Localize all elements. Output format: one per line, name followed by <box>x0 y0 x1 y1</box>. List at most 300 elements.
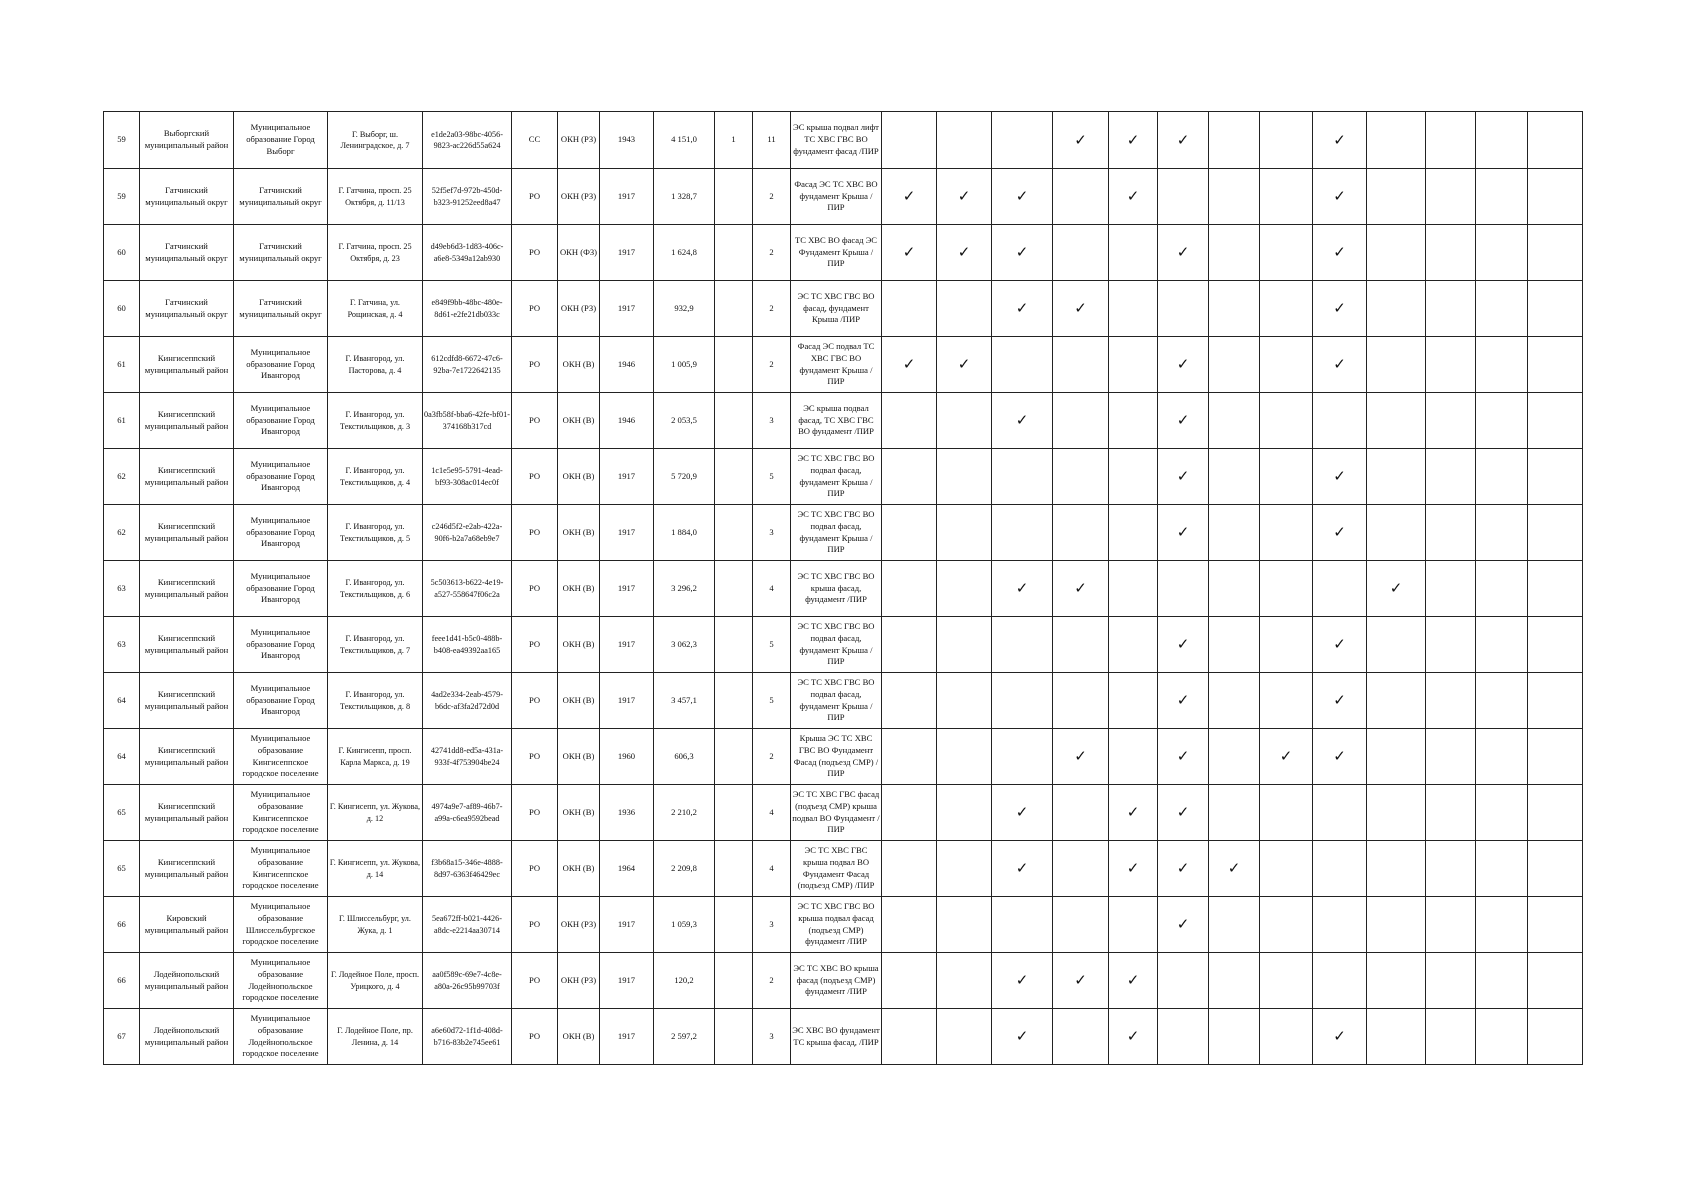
work-check-cell <box>937 169 992 225</box>
build-year-cell: 1917 <box>600 281 654 337</box>
check-mark-icon: ✓ <box>1227 859 1241 877</box>
work-check-cell <box>1158 337 1209 393</box>
guid-cell: 0a3fb58f-bba6-42fe-bf01-374168b317cd <box>423 393 512 449</box>
area-cell: 932,9 <box>654 281 715 337</box>
work-check-cell <box>1209 897 1260 953</box>
housing-repair-table-page <box>103 111 1583 1064</box>
column-12-cell: 2 <box>753 169 791 225</box>
work-check-cell <box>1528 953 1583 1009</box>
okn-status-cell: ОКН (В) <box>558 505 600 561</box>
ownership-type-cell: РО <box>512 841 558 897</box>
work-check-cell <box>1528 393 1583 449</box>
work-check-cell <box>1528 729 1583 785</box>
work-check-cell <box>1158 505 1209 561</box>
work-check-cell <box>1109 729 1158 785</box>
work-check-cell <box>1313 225 1367 281</box>
work-check-cell <box>1367 337 1426 393</box>
work-check-cell <box>1109 337 1158 393</box>
district-cell: Кингисеппский муниципальный район <box>140 449 234 505</box>
work-check-cell <box>1209 729 1260 785</box>
okn-status-cell: ОКН (В) <box>558 561 600 617</box>
work-check-cell <box>1109 953 1158 1009</box>
works-list-cell: ЭС ТС ХВС ГВС ВО подвал фасад, фундамент Крыша /ПИР <box>791 449 882 505</box>
table-row <box>104 729 1583 785</box>
row-number: 62 <box>104 505 140 561</box>
work-check-cell <box>1209 785 1260 841</box>
work-check-cell <box>1476 337 1528 393</box>
table-row <box>104 169 1583 225</box>
row-number: 64 <box>104 673 140 729</box>
column-12-cell: 3 <box>753 897 791 953</box>
work-check-cell <box>1260 673 1313 729</box>
okn-status-cell: ОКН (В) <box>558 673 600 729</box>
work-check-cell <box>1158 393 1209 449</box>
work-check-cell <box>1528 841 1583 897</box>
work-check-cell <box>882 729 937 785</box>
table-row <box>104 393 1583 449</box>
work-check-cell <box>1109 561 1158 617</box>
work-check-cell <box>1260 729 1313 785</box>
ownership-type-cell: РО <box>512 449 558 505</box>
work-check-cell <box>1426 225 1476 281</box>
table-row <box>104 617 1583 673</box>
guid-cell: d49eb6d3-1d83-406c-a6e8-5349a12ab930 <box>423 225 512 281</box>
work-check-cell <box>1426 841 1476 897</box>
work-check-cell <box>937 841 992 897</box>
column-11-cell <box>715 393 753 449</box>
build-year-cell: 1917 <box>600 897 654 953</box>
work-check-cell <box>1209 505 1260 561</box>
work-check-cell <box>1109 225 1158 281</box>
address-cell: Г. Ивангород, ул. Текстильщиков, д. 7 <box>328 617 423 673</box>
work-check-cell <box>1109 505 1158 561</box>
area-cell: 3 062,3 <box>654 617 715 673</box>
work-check-cell <box>1109 393 1158 449</box>
work-check-cell <box>882 785 937 841</box>
area-cell: 1 624,8 <box>654 225 715 281</box>
okn-status-cell: ОКН (В) <box>558 337 600 393</box>
work-check-cell <box>1528 673 1583 729</box>
okn-status-cell: ОКН (РЗ) <box>558 169 600 225</box>
work-check-cell <box>1476 281 1528 337</box>
municipality-cell: Гатчинский муниципальный округ <box>234 169 328 225</box>
work-check-cell <box>1313 449 1367 505</box>
municipality-cell: Муниципальное образование Город Выборг <box>234 112 328 169</box>
ownership-type-cell: РО <box>512 337 558 393</box>
column-12-cell: 2 <box>753 281 791 337</box>
address-cell: Г. Гатчина, ул. Рощинская, д. 4 <box>328 281 423 337</box>
column-11-cell: 1 <box>715 112 753 169</box>
check-mark-icon: ✓ <box>1126 187 1140 205</box>
work-check-cell <box>1367 561 1426 617</box>
work-check-cell <box>937 729 992 785</box>
build-year-cell: 1917 <box>600 169 654 225</box>
work-check-cell <box>1528 225 1583 281</box>
work-check-cell <box>1053 225 1109 281</box>
work-check-cell <box>882 1009 937 1065</box>
work-check-cell <box>1158 1009 1209 1065</box>
work-check-cell <box>882 617 937 673</box>
work-check-cell <box>1476 729 1528 785</box>
column-11-cell <box>715 785 753 841</box>
work-check-cell <box>1158 561 1209 617</box>
guid-cell: 4ad2e334-2eab-4579-b6dc-af3fa2d72d0d <box>423 673 512 729</box>
work-check-cell <box>1053 337 1109 393</box>
check-mark-icon: ✓ <box>957 243 971 261</box>
work-check-cell <box>882 953 937 1009</box>
work-check-cell <box>1260 561 1313 617</box>
work-check-cell <box>1109 1009 1158 1065</box>
work-check-cell <box>937 505 992 561</box>
work-check-cell <box>1313 897 1367 953</box>
work-check-cell <box>937 1009 992 1065</box>
works-list-cell: ЭС ТС ХВС ГВС ВО крыша фасад, фундамент /ПИР <box>791 561 882 617</box>
build-year-cell: 1917 <box>600 449 654 505</box>
address-cell: Г. Шлиссельбург, ул. Жука, д. 1 <box>328 897 423 953</box>
work-check-cell <box>992 673 1053 729</box>
works-list-cell: ЭС крыша подвал фасад, ТС ХВС ГВС ВО фундамент /ПИР <box>791 393 882 449</box>
work-check-cell <box>992 897 1053 953</box>
check-mark-icon: ✓ <box>1333 523 1346 541</box>
column-12-cell: 4 <box>753 561 791 617</box>
column-11-cell <box>715 1009 753 1065</box>
check-mark-icon: ✓ <box>1074 579 1087 597</box>
work-check-cell <box>1426 1009 1476 1065</box>
municipality-cell: Муниципальное образование Шлиссельбургское городское поселение <box>234 897 328 953</box>
area-cell: 2 210,2 <box>654 785 715 841</box>
work-check-cell <box>1426 505 1476 561</box>
column-12-cell: 5 <box>753 673 791 729</box>
check-mark-icon: ✓ <box>1015 803 1029 821</box>
column-11-cell <box>715 617 753 673</box>
build-year-cell: 1946 <box>600 337 654 393</box>
table-row <box>104 505 1583 561</box>
district-cell: Лодейнопольский муниципальный район <box>140 953 234 1009</box>
work-check-cell <box>1313 785 1367 841</box>
guid-cell: 42741dd8-ed5a-431a-933f-4f753904be24 <box>423 729 512 785</box>
work-check-cell <box>1053 281 1109 337</box>
check-mark-icon: ✓ <box>902 355 916 373</box>
column-11-cell <box>715 897 753 953</box>
check-mark-icon: ✓ <box>1176 915 1190 933</box>
guid-cell: f3b68a15-346e-4888-8d97-6363f46429ec <box>423 841 512 897</box>
row-number: 60 <box>104 225 140 281</box>
row-number: 65 <box>104 841 140 897</box>
work-check-cell <box>1313 505 1367 561</box>
ownership-type-cell: РО <box>512 897 558 953</box>
row-number: 59 <box>104 112 140 169</box>
check-mark-icon: ✓ <box>1176 243 1190 261</box>
work-check-cell <box>1158 673 1209 729</box>
work-check-cell <box>1260 897 1313 953</box>
work-check-cell <box>1313 112 1367 169</box>
column-11-cell <box>715 505 753 561</box>
work-check-cell <box>1053 729 1109 785</box>
work-check-cell <box>1209 841 1260 897</box>
work-check-cell <box>882 393 937 449</box>
work-check-cell <box>1109 169 1158 225</box>
check-mark-icon: ✓ <box>902 243 916 261</box>
municipality-cell: Гатчинский муниципальный округ <box>234 281 328 337</box>
works-list-cell: ЭС ТС ХВС ГВС крыша подвал ВО Фундамент Фасад (подъезд СМР) /ПИР <box>791 841 882 897</box>
work-check-cell <box>992 729 1053 785</box>
municipality-cell: Муниципальное образование Город Ивангород <box>234 449 328 505</box>
guid-cell: 612cdfd8-6672-47c6-92ba-7e1722642135 <box>423 337 512 393</box>
column-12-cell: 5 <box>753 449 791 505</box>
work-check-cell <box>1260 112 1313 169</box>
work-check-cell <box>1053 449 1109 505</box>
work-check-cell <box>1053 169 1109 225</box>
work-check-cell <box>1158 785 1209 841</box>
okn-status-cell: ОКН (РЗ) <box>558 953 600 1009</box>
address-cell: Г. Ивангород, ул. Текстильщиков, д. 8 <box>328 673 423 729</box>
check-mark-icon: ✓ <box>1333 467 1346 485</box>
area-cell: 606,3 <box>654 729 715 785</box>
work-check-cell <box>1313 841 1367 897</box>
works-list-cell: ЭС ТС ХВС ГВС фасад (подъезд СМР) крыша подвал ВО Фундамент /ПИР <box>791 785 882 841</box>
work-check-cell <box>1367 505 1426 561</box>
district-cell: Кингисеппский муниципальный район <box>140 505 234 561</box>
build-year-cell: 1917 <box>600 225 654 281</box>
work-check-cell <box>1260 1009 1313 1065</box>
column-11-cell <box>715 561 753 617</box>
work-check-cell <box>937 112 992 169</box>
row-number: 66 <box>104 953 140 1009</box>
work-check-cell <box>1476 561 1528 617</box>
build-year-cell: 1964 <box>600 841 654 897</box>
work-check-cell <box>1476 505 1528 561</box>
work-check-cell <box>1313 281 1367 337</box>
work-check-cell <box>992 281 1053 337</box>
check-mark-icon: ✓ <box>1015 579 1029 597</box>
work-check-cell <box>1528 281 1583 337</box>
row-number: 60 <box>104 281 140 337</box>
work-check-cell <box>882 225 937 281</box>
check-mark-icon: ✓ <box>1126 1027 1140 1045</box>
table-row <box>104 449 1583 505</box>
check-mark-icon: ✓ <box>1176 691 1190 709</box>
works-list-cell: ЭС ТС ХВС ГВС ВО крыша подвал фасад (подъезд СМР) фундамент /ПИР <box>791 897 882 953</box>
check-mark-icon: ✓ <box>1176 130 1190 149</box>
work-check-cell <box>1209 1009 1260 1065</box>
check-mark-icon: ✓ <box>957 355 971 373</box>
ownership-type-cell: РО <box>512 729 558 785</box>
district-cell: Кингисеппский муниципальный район <box>140 841 234 897</box>
check-mark-icon: ✓ <box>1176 411 1190 429</box>
work-check-cell <box>1367 617 1426 673</box>
work-check-cell <box>1209 953 1260 1009</box>
ownership-type-cell: РО <box>512 617 558 673</box>
work-check-cell <box>1476 897 1528 953</box>
work-check-cell <box>882 673 937 729</box>
work-check-cell <box>1528 112 1583 169</box>
work-check-cell <box>1260 449 1313 505</box>
guid-cell: e849f9bb-48bc-480e-8d61-e2fe21db033c <box>423 281 512 337</box>
ownership-type-cell: РО <box>512 225 558 281</box>
district-cell: Кировский муниципальный район <box>140 897 234 953</box>
guid-cell: 4974a9e7-af89-46b7-a99a-c6ea9592bead <box>423 785 512 841</box>
column-12-cell: 3 <box>753 505 791 561</box>
check-mark-icon: ✓ <box>1126 859 1140 877</box>
work-check-cell <box>1476 953 1528 1009</box>
column-12-cell: 2 <box>753 225 791 281</box>
work-check-cell <box>1109 617 1158 673</box>
work-check-cell <box>992 953 1053 1009</box>
district-cell: Кингисеппский муниципальный район <box>140 561 234 617</box>
guid-cell: aa0f589c-69e7-4c8e-a80a-26c95b99703f <box>423 953 512 1009</box>
work-check-cell <box>1053 953 1109 1009</box>
row-number: 67 <box>104 1009 140 1065</box>
works-list-cell: ЭС ТС ХВС ГВС ВО подвал фасад, фундамент Крыша /ПИР <box>791 505 882 561</box>
column-11-cell <box>715 281 753 337</box>
work-check-cell <box>1367 281 1426 337</box>
work-check-cell <box>1053 897 1109 953</box>
work-check-cell <box>1528 169 1583 225</box>
area-cell: 5 720,9 <box>654 449 715 505</box>
check-mark-icon: ✓ <box>957 187 971 205</box>
work-check-cell <box>1367 673 1426 729</box>
work-check-cell <box>1426 617 1476 673</box>
work-check-cell <box>1260 505 1313 561</box>
okn-status-cell: ОКН (РЗ) <box>558 112 600 169</box>
work-check-cell <box>1426 281 1476 337</box>
build-year-cell: 1960 <box>600 729 654 785</box>
work-check-cell <box>1109 897 1158 953</box>
work-check-cell <box>992 112 1053 169</box>
work-check-cell <box>1109 841 1158 897</box>
table-row <box>104 673 1583 729</box>
district-cell: Кингисеппский муниципальный район <box>140 337 234 393</box>
work-check-cell <box>1109 785 1158 841</box>
column-11-cell <box>715 169 753 225</box>
check-mark-icon: ✓ <box>1074 971 1087 989</box>
address-cell: Г. Кингисепп, просп. Карла Маркса, д. 19 <box>328 729 423 785</box>
work-check-cell <box>1209 673 1260 729</box>
works-list-cell: Крыша ЭС ТС ХВС ГВС ВО Фундамент Фасад (подъезд СМР) /ПИР <box>791 729 882 785</box>
work-check-cell <box>1476 169 1528 225</box>
work-check-cell <box>937 617 992 673</box>
guid-cell: 1c1e5e95-5791-4ead-bf93-308ac014ec0f <box>423 449 512 505</box>
work-check-cell <box>1260 617 1313 673</box>
municipality-cell: Муниципальное образование Лодейнопольское городское поселение <box>234 953 328 1009</box>
work-check-cell <box>1158 841 1209 897</box>
work-check-cell <box>1209 617 1260 673</box>
work-check-cell <box>882 561 937 617</box>
work-check-cell <box>1476 785 1528 841</box>
work-check-cell <box>1209 449 1260 505</box>
build-year-cell: 1917 <box>600 1009 654 1065</box>
work-check-cell <box>1313 673 1367 729</box>
build-year-cell: 1946 <box>600 393 654 449</box>
work-check-cell <box>1367 785 1426 841</box>
municipality-cell: Муниципальное образование Город Ивангород <box>234 673 328 729</box>
work-check-cell <box>1260 225 1313 281</box>
work-check-cell <box>1367 393 1426 449</box>
work-check-cell <box>1367 953 1426 1009</box>
work-check-cell <box>1158 281 1209 337</box>
check-mark-icon: ✓ <box>1126 130 1140 149</box>
check-mark-icon: ✓ <box>1333 299 1346 317</box>
work-check-cell <box>1158 897 1209 953</box>
column-11-cell <box>715 841 753 897</box>
column-12-cell: 2 <box>753 953 791 1009</box>
row-number: 59 <box>104 169 140 225</box>
work-check-cell <box>1476 673 1528 729</box>
check-mark-icon: ✓ <box>1333 187 1346 205</box>
work-check-cell <box>1528 449 1583 505</box>
work-check-cell <box>1528 785 1583 841</box>
district-cell: Гатчинский муниципальный округ <box>140 169 234 225</box>
work-check-cell <box>1158 449 1209 505</box>
work-check-cell <box>1313 337 1367 393</box>
work-check-cell <box>882 337 937 393</box>
work-check-cell <box>882 169 937 225</box>
municipality-cell: Муниципальное образование Город Ивангород <box>234 337 328 393</box>
table-row <box>104 785 1583 841</box>
build-year-cell: 1917 <box>600 617 654 673</box>
work-check-cell <box>1476 112 1528 169</box>
row-number: 64 <box>104 729 140 785</box>
area-cell: 2 597,2 <box>654 1009 715 1065</box>
column-12-cell: 4 <box>753 841 791 897</box>
ownership-type-cell: РО <box>512 505 558 561</box>
ownership-type-cell: РО <box>512 673 558 729</box>
address-cell: Г. Кингисепп, ул. Жукова, д. 12 <box>328 785 423 841</box>
check-mark-icon: ✓ <box>1333 355 1346 373</box>
work-check-cell <box>937 225 992 281</box>
work-check-cell <box>1313 1009 1367 1065</box>
work-check-cell <box>1209 337 1260 393</box>
municipality-cell: Муниципальное образование Город Ивангород <box>234 393 328 449</box>
okn-status-cell: ОКН (В) <box>558 393 600 449</box>
column-11-cell <box>715 449 753 505</box>
work-check-cell <box>992 225 1053 281</box>
work-check-cell <box>1158 225 1209 281</box>
address-cell: Г. Ивангород, ул. Текстильщиков, д. 6 <box>328 561 423 617</box>
address-cell: Г. Лодейное Поле, просп. Урицкого, д. 4 <box>328 953 423 1009</box>
work-check-cell <box>992 337 1053 393</box>
okn-status-cell: ОКН (В) <box>558 449 600 505</box>
column-12-cell: 5 <box>753 617 791 673</box>
municipality-cell: Муниципальное образование Город Ивангород <box>234 617 328 673</box>
area-cell: 1 005,9 <box>654 337 715 393</box>
column-11-cell <box>715 225 753 281</box>
works-list-cell: ЭС ТС ХВС ГВС ВО фасад, фундамент Крыша /ПИР <box>791 281 882 337</box>
check-mark-icon: ✓ <box>1333 243 1346 261</box>
work-check-cell <box>1260 169 1313 225</box>
work-check-cell <box>1367 841 1426 897</box>
district-cell: Гатчинский муниципальный округ <box>140 281 234 337</box>
work-check-cell <box>1426 729 1476 785</box>
work-check-cell <box>1209 561 1260 617</box>
build-year-cell: 1917 <box>600 561 654 617</box>
table-row <box>104 897 1583 953</box>
work-check-cell <box>1476 841 1528 897</box>
work-check-cell <box>1367 1009 1426 1065</box>
municipality-cell: Муниципальное образование Кингисеппское городское поселение <box>234 785 328 841</box>
district-cell: Кингисеппский муниципальный район <box>140 617 234 673</box>
area-cell: 120,2 <box>654 953 715 1009</box>
work-check-cell <box>1426 953 1476 1009</box>
work-check-cell <box>1053 785 1109 841</box>
work-check-cell <box>1209 393 1260 449</box>
ownership-type-cell: РО <box>512 1009 558 1065</box>
work-check-cell <box>1053 617 1109 673</box>
check-mark-icon: ✓ <box>1176 467 1190 485</box>
work-check-cell <box>1209 169 1260 225</box>
check-mark-icon: ✓ <box>1126 803 1140 821</box>
check-mark-icon: ✓ <box>1015 971 1029 989</box>
